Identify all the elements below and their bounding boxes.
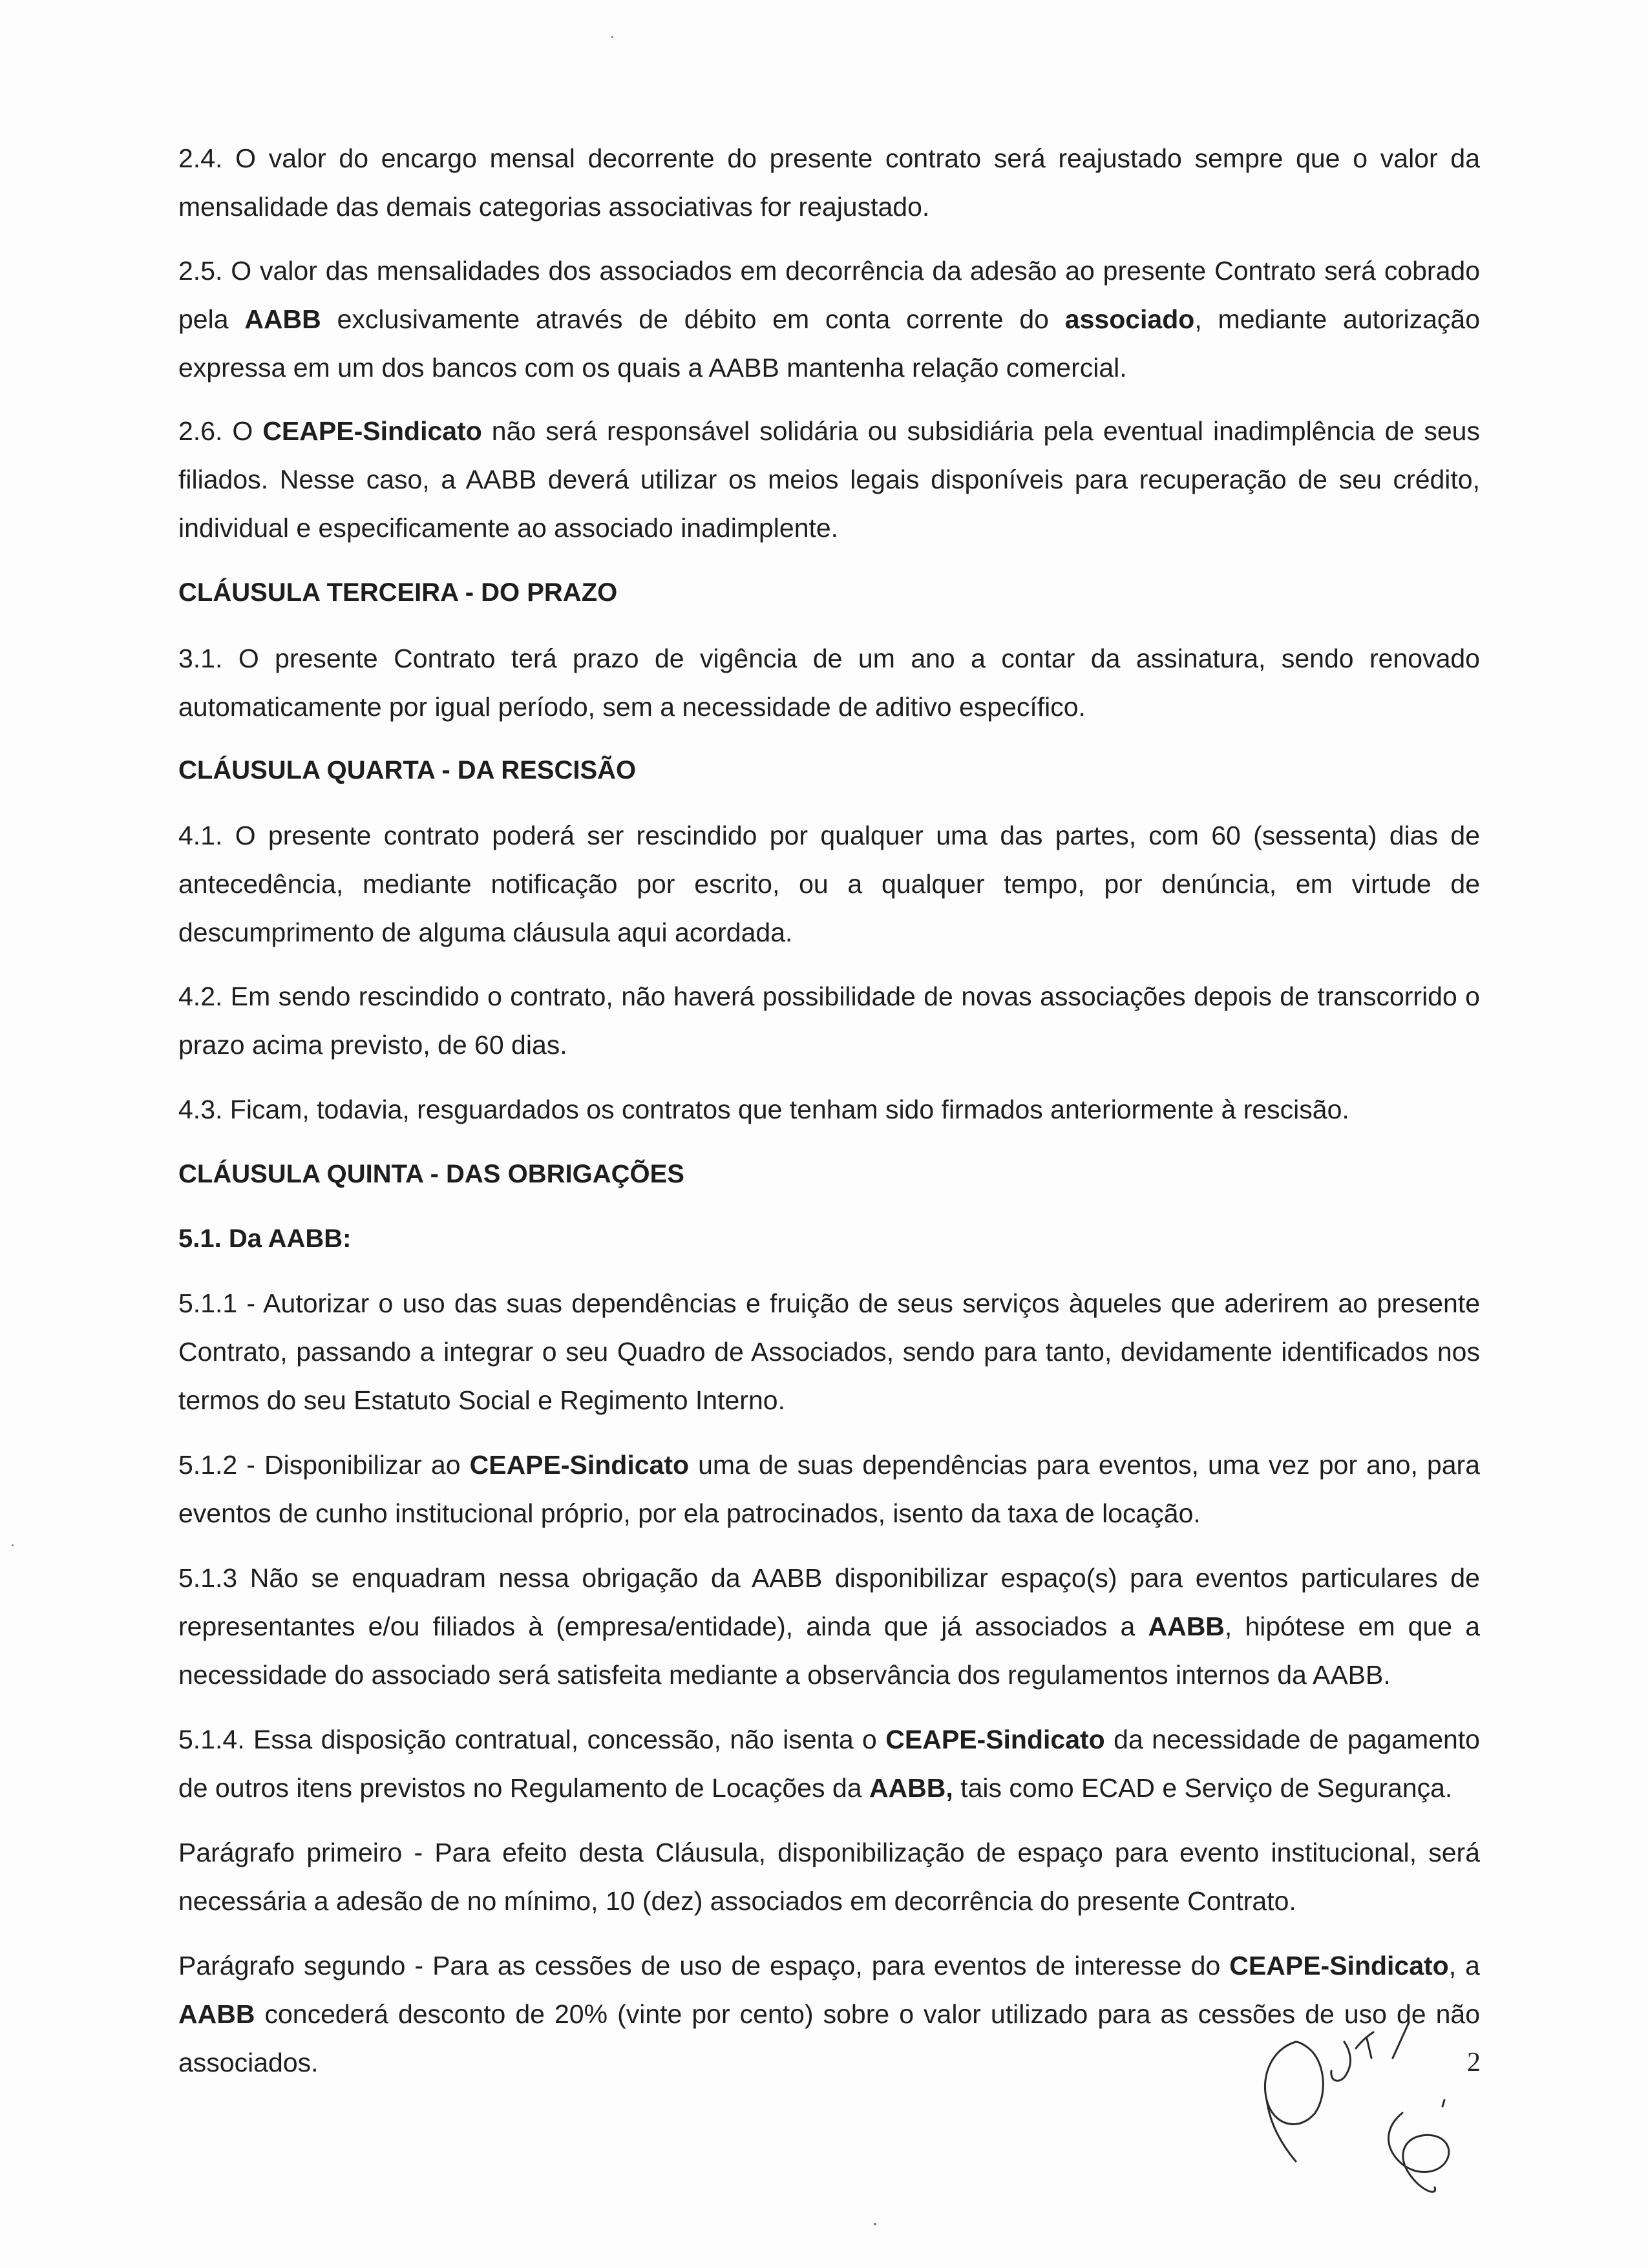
paragraph-4-2: 4.2. Em sendo rescindido o contrato, não haverá possibilidade de novas associações depois de transcorrido o prazo acima previsto, de 60 dias. xyxy=(178,982,1480,1060)
bold-text: CEAPE-Sindicato xyxy=(262,416,482,446)
text: Parágrafo segundo - Para as cessões de uso de espaço, para eventos de interesse do xyxy=(178,1951,1230,1980)
paragraph-2-5 xyxy=(178,247,1480,392)
scan-speck xyxy=(874,2223,876,2225)
paragraph-2-4: 2.4. O valor do encargo mensal decorrente do presente contrato será reajustado sempre que o valor da mensalidade das demais categorias associativas for reajustado. xyxy=(178,143,1480,222)
paragraph-4-3: 4.3. Ficam, todavia, resguardados os contratos que tenham sido firmados anteriormente à rescisão. xyxy=(178,1095,1349,1124)
text: uma de suas dependências para eventos, uma vez por ano, para eventos de cunho institucional próprio, por ela patrocinados, isento da taxa de locação. xyxy=(178,1450,1480,1528)
text: exclusivamente através de débito em conta corrente do xyxy=(321,304,1065,334)
text: tais como ECAD e Serviço de Segurança. xyxy=(953,1773,1453,1803)
bold-text: AABB, xyxy=(869,1773,953,1803)
bold-text: CEAPE-Sindicato xyxy=(885,1725,1105,1754)
bold-text: associado xyxy=(1064,304,1195,334)
text: não será responsável solidária ou subsidiária pela eventual inadimplência de seus filiados. Nesse caso, a AABB deverá utilizar os meios legais disponíveis para recuperação de seu crédito, individual e especificamente ao associado inadimplente. xyxy=(178,416,1480,543)
paragraph-5-1-3 xyxy=(178,1554,1480,1699)
subheading-5-1: 5.1. Da AABB: xyxy=(178,1224,352,1253)
bold-text: AABB xyxy=(1148,1612,1225,1641)
scan-speck xyxy=(12,1544,14,1546)
paragraph-2-6 xyxy=(178,407,1480,552)
heading-clausula-quarta: CLÁUSULA QUARTA - DA RESCISÃO xyxy=(178,756,637,784)
paragraph-primeiro: Parágrafo primeiro - Para efeito desta Cláusula, disponibilização de espaço para evento institucional, será necessária a adesão de no mínimo, 10 (dez) associados em decorrência do presente Contrato. xyxy=(178,1838,1480,1916)
bold-text: CEAPE-Sindicato xyxy=(469,1450,690,1480)
paragraph-4-1: 4.1. O presente contrato poderá ser rescindido por qualquer uma das partes, com 60 (sessenta) dias de antecedência, mediante notificação por escrito, ou a qualquer tempo, por denúncia, em virtude de descumprimento de alguma cláusula aqui acordada. xyxy=(178,821,1480,947)
heading-clausula-terceira: CLÁUSULA TERCEIRA - DO PRAZO xyxy=(178,578,618,607)
paragraph-5-1-4 xyxy=(178,1716,1480,1812)
text: 5.1.2 - Disponibilizar ao xyxy=(178,1450,470,1480)
bold-text: AABB xyxy=(244,304,321,334)
scan-speck xyxy=(611,36,613,38)
paragraph-3-1: 3.1. O presente Contrato terá prazo de vigência de um ano a contar da assinatura, sendo renovado automaticamente por igual período, sem a necessidade de aditivo específico. xyxy=(178,644,1480,722)
bold-text: CEAPE-Sindicato xyxy=(1229,1951,1449,1980)
paragraph-5-1-2 xyxy=(178,1441,1480,1538)
bold-text: AABB xyxy=(178,1999,255,2029)
text: concederá desconto de 20% (vinte por cento) sobre o valor utilizado para as cessões de uso de não associados. xyxy=(178,1999,1480,2077)
paragraph-5-1-1: 5.1.1 - Autorizar o uso das suas dependências e fruição de seus serviços àqueles que aderirem ao presente Contrato, passando a integrar o seu Quadro de Associados, sendo para tanto, devidamente identificados nos termos do seu Estatuto Social e Regimento Interno. xyxy=(178,1288,1480,1415)
text: 5.1.4. Essa disposição contratual, concessão, não isenta o xyxy=(178,1725,886,1754)
text: , hipótese em que a necessidade do associado será satisfeita mediante a observância dos regulamentos internos da AABB. xyxy=(178,1612,1480,1690)
text: da necessidade de pagamento de outros itens previstos no Regulamento de Locações da xyxy=(178,1725,1480,1803)
handwritten-initials xyxy=(1247,2003,1493,2197)
text: , a xyxy=(1448,1951,1480,1980)
page-number: 2 xyxy=(1467,2048,1481,2077)
text: , mediante autorização expressa em um dos bancos com os quais a AABB mantenha relação comercial. xyxy=(178,304,1480,383)
text: 5.1.3 Não se enquadram nessa obrigação da AABB disponibilizar espaço(s) para eventos particulares de representantes e/ou filiados à (empresa/entidade), ainda que já associados a xyxy=(178,1563,1480,1641)
text: 2.6. O xyxy=(178,416,263,446)
heading-clausula-quinta: CLÁUSULA QUINTA - DAS OBRIGAÇÕES xyxy=(178,1160,684,1188)
text: 2.5. O valor das mensalidades dos associados em decorrência da adesão ao presente Contrato será cobrado pela xyxy=(178,256,1480,334)
